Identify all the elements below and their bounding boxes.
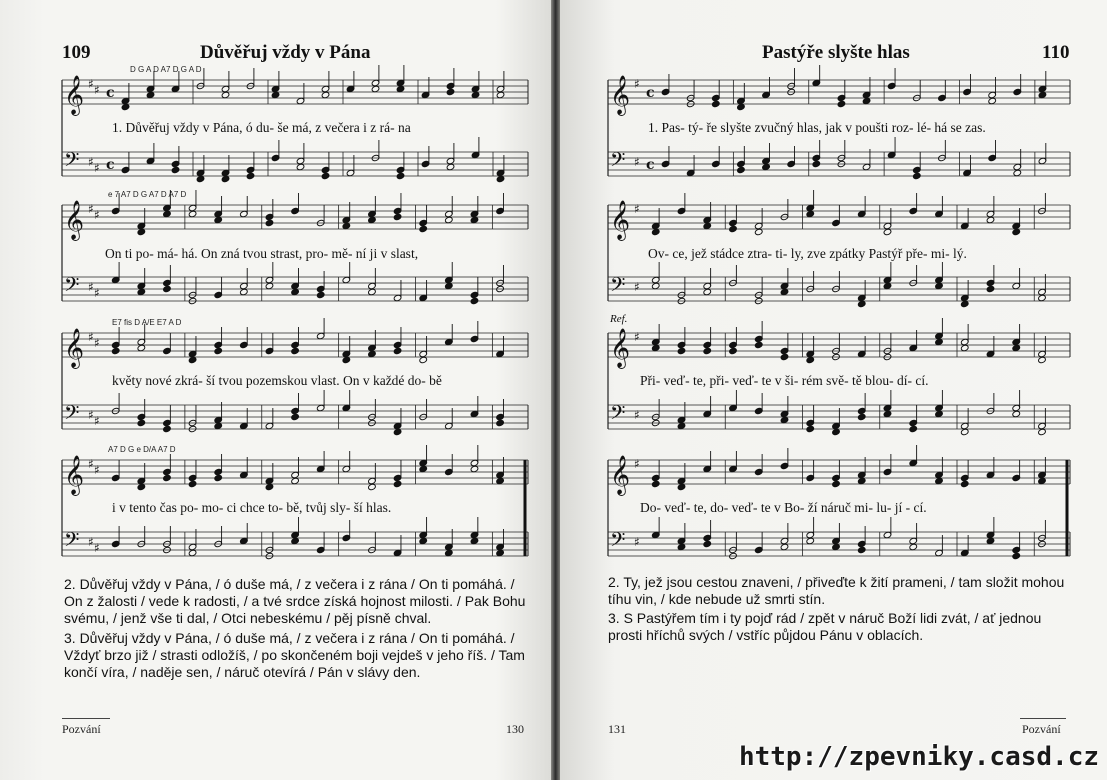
svg-text:𝄢: 𝄢 [610,273,626,301]
svg-text:♯: ♯ [88,155,94,169]
svg-text:c: c [646,157,655,173]
chord-line: e 7 A7 D G A7 D A7 D [108,190,187,199]
svg-text:𝄢: 𝄢 [610,528,626,556]
verse-2: 2. Důvěřuj vždy v Pána, / ó duše má, / z večera i z rána / On ti pomáhá. / On z žalosti / vede k radosti, / a tvé srdce získá hojnost milosti. / Pak Bohu svému, / jenž vše ti dal, / Otci nebeskému / pěj písně chval. [64,576,526,626]
chord-line: A7 D G e D/A A7 D [108,445,176,454]
svg-text:♯: ♯ [94,208,100,222]
svg-text:𝄢: 𝄢 [64,148,80,176]
svg-text:𝄢: 𝄢 [610,148,626,176]
lyric-line: 1. Důvěřuj vždy v Pána, ó du- še má, z večera i z rá- na [112,120,411,135]
chord-line: D G A D A7 D G A D [130,65,202,74]
lyric-line: i v tento čas po- mo- ci chce to- bě, tvůj sly- ší hlas. [112,500,392,515]
svg-text:c: c [106,85,115,101]
lyric-line: Do- veď- te, do- veď- te v Bo- ží náruč mi- lu- jí - cí. [640,500,927,515]
footer-book-title: Pozvání [62,722,101,736]
svg-text:𝄞: 𝄞 [64,200,85,240]
svg-text:♯: ♯ [94,83,100,97]
svg-text:♯: ♯ [88,457,94,471]
song-number-110: 110 [1042,42,1070,63]
svg-text:♯: ♯ [94,414,100,428]
svg-text:𝄢: 𝄢 [64,401,80,429]
svg-text:♯: ♯ [88,202,94,216]
svg-text:𝄢: 𝄢 [610,401,626,429]
footer-book-title: Pozvání [1022,722,1061,736]
verse-3: 3. S Pastýřem tím i ty pojď rád / zpět v náruč Boží lidi zvát, / ať jednou prosti hříchů svých / vstříc půjdou Pánu v oblacích. [608,610,1042,643]
svg-text:c: c [646,85,655,101]
footer-rule [62,718,110,719]
book-spine [551,0,560,780]
svg-text:♯: ♯ [634,280,640,294]
chord-line: E7 fis D A/E E7 A D [112,318,182,327]
svg-text:♯: ♯ [634,408,640,422]
lyric-line: Při- veď- te, při- veď- te v ši- rém svě- tě blou- dí- cí. [640,373,929,388]
song-title-right: Pastýře slyšte hlas [762,42,910,63]
svg-text:𝄞: 𝄞 [610,455,631,495]
lyric-line: 1. Pas- tý- ře slyšte zvučný hlas, jak v poušti roz- lé- há se zas. [648,120,986,135]
svg-text:𝄞: 𝄞 [610,200,631,240]
song-number-109: 109 [62,42,91,63]
lyric-line: květy nové zkrá- ší tvou pozemskou vlast. On v každé do- bě [112,373,442,388]
page-number: 131 [608,722,626,736]
site-watermark: http://zpevniky.casd.cz [738,742,1099,772]
svg-text:♯: ♯ [94,161,100,175]
page-number: 130 [506,722,524,736]
footer-rule [1020,718,1066,719]
svg-text:♯: ♯ [88,280,94,294]
svg-text:♯: ♯ [634,77,640,91]
lyric-line: Ov- ce, jež stádce ztra- ti- ly, zve zpátky Pastýř pře- mi- lý. [648,246,967,261]
svg-text:𝄞: 𝄞 [64,328,85,368]
right-page [560,0,1107,780]
verse-3: 3. Důvěřuj vždy v Pána, / ó duše má, / z večera i z rána / On ti pomáhá. / Vždyť brzo již / strasti odložíš, / po skončeném boji vejdeš v jeho říš. / Tam končí víra, / naděje sen, / náruč otevírá / Pán v slávy den. [64,630,525,680]
svg-text:♯: ♯ [88,77,94,91]
svg-text:𝄢: 𝄢 [64,528,80,556]
left-page [0,0,551,780]
verse-2: 2. Ty, jež jsou cestou znaveni, / přiveďte k žití prameni, / tam složit mohou tíhu vin, / kde nebude už smrti stín. [608,574,1065,607]
svg-text:♯: ♯ [88,408,94,422]
svg-text:𝄞: 𝄞 [64,455,85,495]
svg-text:♯: ♯ [94,541,100,555]
svg-text:♯: ♯ [88,535,94,549]
svg-text:♯: ♯ [634,457,640,471]
svg-text:♯: ♯ [88,330,94,344]
svg-text:♯: ♯ [94,463,100,477]
svg-text:𝄞: 𝄞 [610,328,631,368]
svg-text:♯: ♯ [94,336,100,350]
svg-text:c: c [106,157,115,173]
lyric-line: On ti po- má- há. On zná tvou strast, pro- mě- ní ji v slast, [105,246,419,261]
svg-text:𝄞: 𝄞 [64,75,85,115]
svg-text:♯: ♯ [94,286,100,300]
song-title-left: Důvěřuj vždy v Pána [200,42,371,63]
svg-text:♯: ♯ [634,535,640,549]
svg-text:𝄢: 𝄢 [64,273,80,301]
svg-text:♯: ♯ [634,330,640,344]
svg-text:♯: ♯ [634,202,640,216]
svg-text:𝄞: 𝄞 [610,75,631,115]
svg-text:♯: ♯ [634,155,640,169]
refrain-label: Ref. [610,313,628,325]
